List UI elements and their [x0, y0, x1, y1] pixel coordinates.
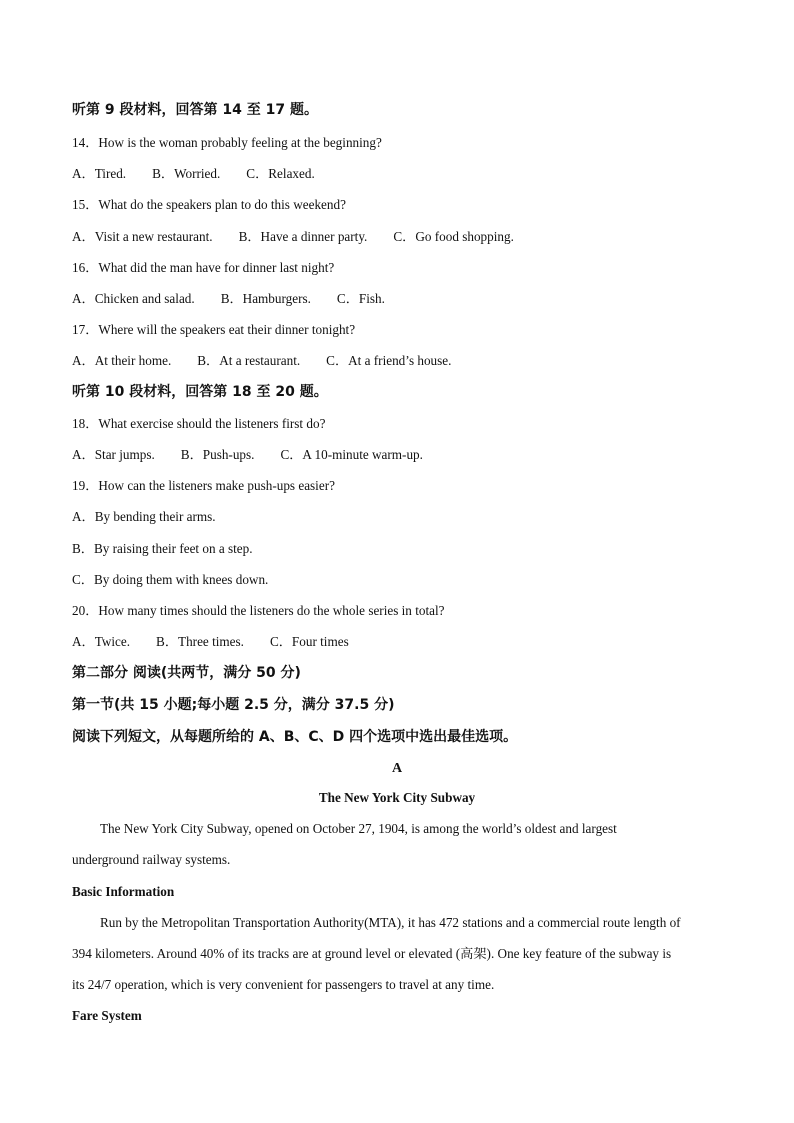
option-b: B．Three times. [156, 634, 244, 649]
option-c: C．Four times [269, 634, 349, 649]
option-b: B．Have a dinner party. [238, 229, 368, 244]
question-19-option-b: B．By raising their feet on a step. [72, 541, 253, 556]
question-18-options [72, 447, 423, 463]
fare-system-heading: Fare System [72, 1008, 142, 1023]
section-2-part-1-heading: 第一节(共 15 小题;每小题 2.5 分，满分 37.5 分) [72, 697, 395, 713]
question-19: 19．How can the listeners make push-ups easier? [72, 478, 335, 493]
option-b: B．Hamburgers. [220, 291, 311, 306]
question-19-option-c: C．By doing them with knees down. [72, 572, 269, 587]
basic-information-line-1: Run by the Metropolitan Transportation Authority(MTA), it has 472 stations and a commercial route length of [100, 915, 681, 930]
option-a: A．Twice. [72, 634, 131, 649]
option-b: B．At a restaurant. [197, 353, 301, 368]
option-c: C．At a friend’s house. [326, 353, 452, 368]
option-a: A．At their home. [72, 353, 172, 368]
question-16: 16．What did the man have for dinner last night? [72, 260, 335, 275]
section-2-heading: 第二部分 阅读(共两节，满分 50 分) [72, 665, 301, 681]
question-17: 17．Where will the speakers eat their dinner tonight? [72, 322, 356, 337]
question-14-options [72, 166, 315, 182]
question-20-options [72, 634, 349, 650]
question-20: 20．How many times should the listeners do the whole series in total? [72, 603, 445, 618]
option-c: C．Relaxed. [246, 166, 315, 181]
question-15-options [72, 229, 514, 245]
option-a: A．Star jumps. [72, 447, 155, 462]
question-15: 15．What do the speakers plan to do this weekend? [72, 197, 346, 212]
basic-information-heading: Basic Information [72, 884, 175, 899]
reading-instruction: 阅读下列短文，从每题所给的 A、B、C、D 四个选项中选出最佳选项。 [72, 729, 518, 745]
option-a: A．Visit a new restaurant. [72, 229, 213, 244]
option-c: C．A 10-minute warm-up. [280, 447, 423, 462]
basic-information-line-2: 394 kilometers. Around 40% of its tracks are at ground level or elevated (高架). One key feature of the subway is [72, 946, 672, 961]
basic-information-line-3: its 24/7 operation, which is very convenient for passengers to travel at any time. [72, 977, 495, 992]
option-a: A．Chicken and salad. [72, 291, 195, 306]
passage-intro-line-1: The New York City Subway, opened on October 27, 1904, is among the world’s oldest and largest [100, 821, 617, 836]
option-b: B．Push-ups. [180, 447, 255, 462]
passage-intro-line-2: underground railway systems. [72, 852, 231, 867]
option-a: A．Tired. [72, 166, 127, 181]
question-18: 18．What exercise should the listeners first do? [72, 416, 326, 431]
question-14: 14．How is the woman probably feeling at the beginning? [72, 135, 382, 150]
question-16-options [72, 291, 385, 307]
option-c: C．Go food shopping. [393, 229, 514, 244]
passage-title: The New York City Subway [318, 790, 476, 805]
listening-part9-heading: 听第 9 段材料，回答第 14 至 17 题。 [72, 102, 318, 118]
option-c: C．Fish. [336, 291, 385, 306]
question-17-options [72, 353, 451, 369]
passage-letter: A [391, 761, 403, 776]
question-19-option-a: A．By bending their arms. [72, 509, 216, 524]
option-b: B．Worried. [152, 166, 221, 181]
listening-part10-heading: 听第 10 段材料，回答第 18 至 20 题。 [72, 384, 328, 400]
